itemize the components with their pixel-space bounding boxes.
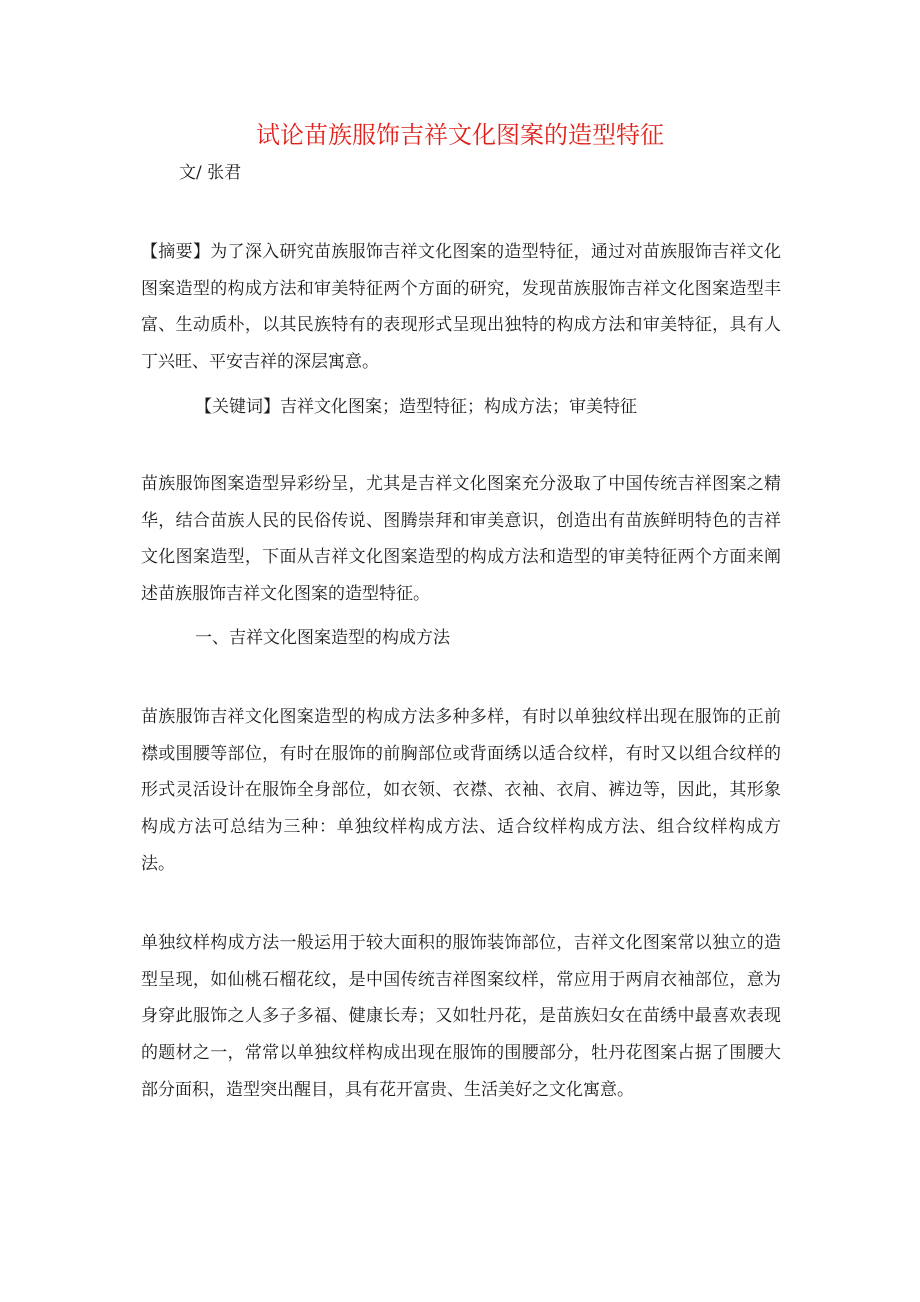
section-heading: 一、吉祥文化图案造型的构成方法 (195, 628, 450, 648)
intro-paragraph: 苗族服饰图案造型异彩纷呈，尤其是吉祥文化图案充分汲取了中国传统吉祥图案之精华，结合苗族人民的民俗传说、图腾崇拜和审美意识，创造出有苗族鲜明特色的吉祥文化图案造型，下面从吉祥文化图案造型的构成方法和造型的审美特征两个方面来阐述苗族服饰吉祥文化图案的造型特征。 (141, 474, 781, 605)
keywords-line: 【关键词】吉祥文化图案；造型特征；构成方法；审美特征 (195, 397, 637, 417)
body-paragraph: 单独纹样构成方法一般运用于较大面积的服饰装饰部位，吉祥文化图案常以独立的造型呈现，如仙桃石榴花纹，是中国传统吉祥图案纹样，常应用于两肩衣袖部位，意为身穿此服饰之人多子多福、健康长寿；又如牡丹花，是苗族妇女在苗绣中最喜欢表现的题材之一，常常以单独纹样构成出现在服饰的围腰部分，牡丹花图案占据了围腰大部分面积，造型突出醒目，具有花开富贵、生活美好之文化寓意。 (141, 933, 781, 1100)
body-paragraph: 苗族服饰吉祥文化图案造型的构成方法多种多样，有时以单独纹样出现在服饰的正前襟或围腰等部位，有时在服饰的前胸部位或背面绣以适合纹样，有时又以组合纹样的形式灵活设计在服饰全身部位，如衣领、衣襟、衣袖、衣肩、裤边等，因此，其形象构成方法可总结为三种：单独纹样构成方法、适合纹样构成方法、组合纹样构成方法。 (141, 707, 781, 874)
abstract-paragraph: 【摘要】为了深入研究苗族服饰吉祥文化图案的造型特征，通过对苗族服饰吉祥文化图案造型的构成方法和审美特征两个方面的研究，发现苗族服饰吉祥文化图案造型丰富、生动质朴，以其民族特有的表现形式呈现出独特的构成方法和审美特征，具有人丁兴旺、平安吉祥的深层寓意。 (141, 242, 781, 373)
document-title: 试论苗族服饰吉祥文化图案的造型特征 (256, 121, 664, 149)
author-line: 文/ 张君 (179, 163, 242, 183)
